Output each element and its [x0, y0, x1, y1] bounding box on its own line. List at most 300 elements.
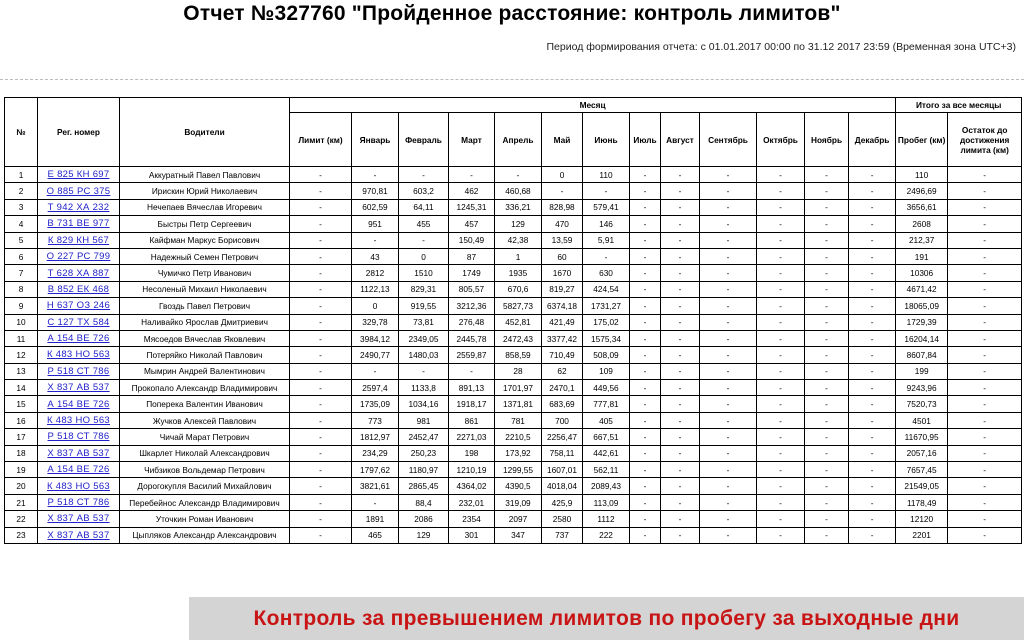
plate-link[interactable]: О 227 РС 799 — [38, 248, 120, 264]
month-value: - — [700, 199, 757, 215]
month-value: - — [700, 462, 757, 478]
driver-name: Перебейнос Александр Владимирович — [120, 494, 290, 510]
month-value: 2097 — [495, 511, 542, 527]
month-value: 1 — [495, 248, 542, 264]
driver-name: Надежный Семен Петрович — [120, 248, 290, 264]
month-value: 579,41 — [583, 199, 630, 215]
total-mileage: 9243,96 — [896, 380, 948, 396]
month-value: - — [757, 330, 805, 346]
month-value: - — [630, 396, 661, 412]
limit-value: - — [290, 298, 352, 314]
header-month: Октябрь — [757, 113, 805, 167]
month-value: 452,81 — [495, 314, 542, 330]
month-value: - — [805, 265, 849, 281]
month-value: - — [661, 216, 700, 232]
row-number: 10 — [5, 314, 38, 330]
month-value: - — [700, 167, 757, 183]
driver-name: Шкарлет Николай Александрович — [120, 445, 290, 461]
header-month: Август — [661, 113, 700, 167]
plate-link[interactable]: О 885 РС 375 — [38, 183, 120, 199]
total-mileage: 1178,49 — [896, 494, 948, 510]
total-mileage: 3656,61 — [896, 199, 948, 215]
row-number: 4 — [5, 216, 38, 232]
month-value: - — [849, 232, 896, 248]
month-value: 630 — [583, 265, 630, 281]
month-value: - — [849, 478, 896, 494]
month-value: - — [757, 429, 805, 445]
month-value: 667,51 — [583, 429, 630, 445]
limit-value: - — [290, 380, 352, 396]
month-value: - — [805, 248, 849, 264]
month-value: - — [700, 511, 757, 527]
month-value: - — [661, 347, 700, 363]
month-value: - — [700, 248, 757, 264]
month-value: - — [630, 380, 661, 396]
remaining-value: - — [948, 314, 1022, 330]
month-value: - — [661, 298, 700, 314]
month-value: - — [630, 330, 661, 346]
month-value: - — [661, 265, 700, 281]
month-value: - — [630, 511, 661, 527]
month-value: - — [849, 199, 896, 215]
month-value: 329,78 — [352, 314, 399, 330]
remaining-value: - — [948, 511, 1022, 527]
month-value: - — [700, 216, 757, 232]
month-value: - — [630, 478, 661, 494]
limit-value: - — [290, 265, 352, 281]
table-row — [5, 199, 1022, 215]
limit-value: - — [290, 396, 352, 412]
month-value: - — [630, 232, 661, 248]
month-value: - — [849, 265, 896, 281]
month-value: 0 — [399, 248, 449, 264]
month-value: 758,11 — [542, 445, 583, 461]
month-value: - — [805, 281, 849, 297]
limit-value: - — [290, 216, 352, 232]
month-value: - — [630, 281, 661, 297]
month-value: 1371,81 — [495, 396, 542, 412]
month-value: 2086 — [399, 511, 449, 527]
remaining-value: - — [948, 232, 1022, 248]
row-number: 6 — [5, 248, 38, 264]
month-value: 5,91 — [583, 232, 630, 248]
month-value: - — [661, 429, 700, 445]
month-value: 470 — [542, 216, 583, 232]
plate-link[interactable]: Е 825 КН 697 — [38, 167, 120, 183]
table-row — [5, 330, 1022, 346]
month-value: 805,57 — [449, 281, 495, 297]
month-value: - — [757, 462, 805, 478]
driver-name: Поперека Валентин Иванович — [120, 396, 290, 412]
month-value: - — [805, 167, 849, 183]
month-value: - — [805, 412, 849, 428]
row-number: 20 — [5, 478, 38, 494]
month-value: 602,59 — [352, 199, 399, 215]
month-value: 421,49 — [542, 314, 583, 330]
month-value: 42,38 — [495, 232, 542, 248]
total-mileage: 191 — [896, 248, 948, 264]
header-mileage: Пробег (км) — [896, 113, 948, 167]
month-value: 2470,1 — [542, 380, 583, 396]
month-value: - — [849, 363, 896, 379]
plate-link[interactable]: Р 518 СТ 786 — [38, 494, 120, 510]
month-value: 425,9 — [542, 494, 583, 510]
month-value: - — [700, 330, 757, 346]
month-value: - — [757, 183, 805, 199]
row-number: 12 — [5, 347, 38, 363]
remaining-value: - — [948, 281, 1022, 297]
limit-value: - — [290, 347, 352, 363]
month-value: 1891 — [352, 511, 399, 527]
remaining-value: - — [948, 347, 1022, 363]
driver-name: Наливайко Ярослав Дмитриевич — [120, 314, 290, 330]
month-value: - — [700, 412, 757, 428]
month-value: 442,61 — [583, 445, 630, 461]
month-value: 2089,43 — [583, 478, 630, 494]
month-value: - — [757, 494, 805, 510]
remaining-value: - — [948, 412, 1022, 428]
limit-value: - — [290, 248, 352, 264]
month-value: 1918,17 — [449, 396, 495, 412]
row-number: 17 — [5, 429, 38, 445]
total-mileage: 21549,05 — [896, 478, 948, 494]
header-month: Декабрь — [849, 113, 896, 167]
month-value: 861 — [449, 412, 495, 428]
month-value: 110 — [583, 167, 630, 183]
total-mileage: 2608 — [896, 216, 948, 232]
report-title: Отчет №327760 "Пройденное расстояние: контроль лимитов" — [183, 2, 841, 25]
month-value: 1670 — [542, 265, 583, 281]
month-value: - — [661, 462, 700, 478]
header-month: Февраль — [399, 113, 449, 167]
month-value: - — [352, 232, 399, 248]
plate-link[interactable]: Х 837 АВ 537 — [38, 527, 120, 543]
month-value: - — [630, 527, 661, 543]
plate-link[interactable]: А 154 ВЕ 726 — [38, 396, 120, 412]
month-value: 457 — [449, 216, 495, 232]
month-value: - — [757, 167, 805, 183]
month-value: 1701,97 — [495, 380, 542, 396]
month-value: - — [583, 248, 630, 264]
limit-value: - — [290, 281, 352, 297]
row-number: 3 — [5, 199, 38, 215]
remaining-value: - — [948, 248, 1022, 264]
month-value: 4018,04 — [542, 478, 583, 494]
month-value: - — [757, 298, 805, 314]
remaining-value: - — [948, 363, 1022, 379]
month-value: 449,56 — [583, 380, 630, 396]
month-value: - — [630, 314, 661, 330]
plate-link[interactable]: С 127 ТХ 584 — [38, 314, 120, 330]
month-value: - — [805, 527, 849, 543]
driver-name: Чумичко Петр Иванович — [120, 265, 290, 281]
month-value: - — [661, 511, 700, 527]
row-number: 22 — [5, 511, 38, 527]
row-number: 2 — [5, 183, 38, 199]
month-value: 951 — [352, 216, 399, 232]
month-value: - — [630, 199, 661, 215]
header-month: Июнь — [583, 113, 630, 167]
month-value: - — [849, 511, 896, 527]
month-value: 670,6 — [495, 281, 542, 297]
driver-name: Чибзиков Вольдемар Петрович — [120, 462, 290, 478]
month-value: 1034,16 — [399, 396, 449, 412]
header-month: Июль — [630, 113, 661, 167]
month-value: - — [661, 248, 700, 264]
total-mileage: 1729,39 — [896, 314, 948, 330]
plate-link[interactable]: Т 942 ХА 232 — [38, 199, 120, 215]
month-value: 4364,02 — [449, 478, 495, 494]
plate-link[interactable]: К 829 КН 567 — [38, 232, 120, 248]
month-value: - — [399, 232, 449, 248]
remaining-value: - — [948, 330, 1022, 346]
month-value: - — [700, 314, 757, 330]
promo-banner: Контроль за превышением лимитов по пробегу за выходные дни — [189, 597, 1024, 640]
month-value: - — [399, 363, 449, 379]
limit-value: - — [290, 199, 352, 215]
header-month: Апрель — [495, 113, 542, 167]
driver-name: Жучков Алексей Павлович — [120, 412, 290, 428]
table-row — [5, 363, 1022, 379]
month-value: - — [849, 248, 896, 264]
limit-value: - — [290, 232, 352, 248]
plate-link[interactable]: В 852 ЕК 468 — [38, 281, 120, 297]
row-number: 7 — [5, 265, 38, 281]
plate-link[interactable]: Х 837 АВ 537 — [38, 511, 120, 527]
table-row — [5, 281, 1022, 297]
month-value: - — [449, 167, 495, 183]
month-value: - — [661, 281, 700, 297]
month-value: 0 — [352, 298, 399, 314]
header-month: Март — [449, 113, 495, 167]
month-value: - — [630, 183, 661, 199]
month-value: 460,68 — [495, 183, 542, 199]
month-value: 710,49 — [542, 347, 583, 363]
plate-link[interactable]: Х 837 АВ 537 — [38, 380, 120, 396]
total-mileage: 4671,42 — [896, 281, 948, 297]
table-row — [5, 396, 1022, 412]
header-group-total: Итого за все месяцы — [896, 98, 1022, 113]
month-value: - — [849, 412, 896, 428]
limit-value: - — [290, 445, 352, 461]
row-number: 21 — [5, 494, 38, 510]
month-value: 301 — [449, 527, 495, 543]
plate-link[interactable]: К 483 НО 563 — [38, 347, 120, 363]
month-value: - — [805, 330, 849, 346]
month-value: - — [849, 494, 896, 510]
plate-link[interactable]: Р 518 СТ 786 — [38, 363, 120, 379]
driver-name: Прокопало Александр Владимирович — [120, 380, 290, 396]
month-value: 1245,31 — [449, 199, 495, 215]
month-value: 73,81 — [399, 314, 449, 330]
header-group-month: Месяц — [290, 98, 896, 113]
limit-value: - — [290, 363, 352, 379]
driver-name: Кайфман Маркус Борисович — [120, 232, 290, 248]
month-value: - — [849, 183, 896, 199]
month-value: - — [700, 494, 757, 510]
month-value: 829,31 — [399, 281, 449, 297]
month-value: - — [805, 216, 849, 232]
plate-link[interactable]: А 154 ВЕ 726 — [38, 330, 120, 346]
month-value: 60 — [542, 248, 583, 264]
header-month: Ноябрь — [805, 113, 849, 167]
month-value: 1122,13 — [352, 281, 399, 297]
table-row — [5, 167, 1022, 183]
month-value: 276,48 — [449, 314, 495, 330]
month-value: - — [757, 396, 805, 412]
limit-value: - — [290, 412, 352, 428]
month-value: 1480,03 — [399, 347, 449, 363]
plate-link[interactable]: В 731 ВЕ 977 — [38, 216, 120, 232]
month-value: - — [805, 396, 849, 412]
month-value: 2349,05 — [399, 330, 449, 346]
month-value: - — [700, 445, 757, 461]
month-value: - — [757, 232, 805, 248]
month-value: - — [700, 183, 757, 199]
month-value: 1299,55 — [495, 462, 542, 478]
month-value: 1735,09 — [352, 396, 399, 412]
month-value: - — [849, 347, 896, 363]
driver-name: Дорогокупля Василий Михайлович — [120, 478, 290, 494]
remaining-value: - — [948, 199, 1022, 215]
month-value: 2210,5 — [495, 429, 542, 445]
month-value: - — [849, 330, 896, 346]
month-value: - — [805, 298, 849, 314]
month-value: - — [849, 462, 896, 478]
month-value: - — [630, 347, 661, 363]
limit-value: - — [290, 330, 352, 346]
month-value: 28 — [495, 363, 542, 379]
row-number: 11 — [5, 330, 38, 346]
month-value: 465 — [352, 527, 399, 543]
table-row — [5, 527, 1022, 543]
remaining-value: - — [948, 494, 1022, 510]
month-value: 88,4 — [399, 494, 449, 510]
month-value: - — [757, 216, 805, 232]
month-value: 970,81 — [352, 183, 399, 199]
month-value: - — [805, 232, 849, 248]
report-body — [5, 167, 1022, 544]
total-mileage: 12120 — [896, 511, 948, 527]
month-value: 1575,34 — [583, 330, 630, 346]
month-value: - — [700, 265, 757, 281]
plate-link[interactable]: К 483 НО 563 — [38, 478, 120, 494]
limit-value: - — [290, 167, 352, 183]
table-row — [5, 298, 1022, 314]
row-number: 9 — [5, 298, 38, 314]
month-value: 129 — [495, 216, 542, 232]
month-value: - — [630, 167, 661, 183]
month-value: - — [849, 281, 896, 297]
month-value: 64,11 — [399, 199, 449, 215]
month-value: - — [661, 330, 700, 346]
month-value: 2490,77 — [352, 347, 399, 363]
month-value: 222 — [583, 527, 630, 543]
limit-value: - — [290, 183, 352, 199]
month-value: 2865,45 — [399, 478, 449, 494]
month-value: 777,81 — [583, 396, 630, 412]
month-value: 1180,97 — [399, 462, 449, 478]
month-value: - — [757, 314, 805, 330]
month-value: 1749 — [449, 265, 495, 281]
month-value: 234,29 — [352, 445, 399, 461]
month-value: - — [352, 167, 399, 183]
month-value: - — [805, 429, 849, 445]
plate-link[interactable]: Х 837 АВ 537 — [38, 445, 120, 461]
limit-value: - — [290, 429, 352, 445]
month-value: 113,09 — [583, 494, 630, 510]
month-value: 1935 — [495, 265, 542, 281]
plate-link[interactable]: К 483 НО 563 — [38, 412, 120, 428]
month-value: - — [757, 265, 805, 281]
month-value: - — [805, 445, 849, 461]
driver-name: Нечепаев Вячеслав Игоревич — [120, 199, 290, 215]
month-value: - — [805, 314, 849, 330]
month-value: - — [542, 183, 583, 199]
remaining-value: - — [948, 298, 1022, 314]
month-value: 919,55 — [399, 298, 449, 314]
driver-name: Цыпляков Александр Александрович — [120, 527, 290, 543]
month-value: 232,01 — [449, 494, 495, 510]
header-month: Май — [542, 113, 583, 167]
month-value: - — [661, 412, 700, 428]
month-value: - — [630, 298, 661, 314]
month-value: - — [661, 199, 700, 215]
table-row — [5, 478, 1022, 494]
remaining-value: - — [948, 478, 1022, 494]
month-value: 146 — [583, 216, 630, 232]
limit-value: - — [290, 478, 352, 494]
plate-link[interactable]: А 154 ВЕ 726 — [38, 462, 120, 478]
month-value: - — [661, 494, 700, 510]
month-value: - — [757, 248, 805, 264]
month-value: 508,09 — [583, 347, 630, 363]
month-value: - — [700, 281, 757, 297]
plate-link[interactable]: Р 518 СТ 786 — [38, 429, 120, 445]
plate-link[interactable]: Т 628 ХА 887 — [38, 265, 120, 281]
month-value: 13,59 — [542, 232, 583, 248]
month-value: - — [661, 232, 700, 248]
month-value: - — [805, 478, 849, 494]
plate-link[interactable]: Н 637 ОЗ 246 — [38, 298, 120, 314]
month-value: 700 — [542, 412, 583, 428]
month-value: 0 — [542, 167, 583, 183]
month-value: 1797,62 — [352, 462, 399, 478]
month-value: 62 — [542, 363, 583, 379]
month-value: 2354 — [449, 511, 495, 527]
driver-name: Быстры Петр Сергеевич — [120, 216, 290, 232]
month-value: 347 — [495, 527, 542, 543]
month-value: 1812,97 — [352, 429, 399, 445]
header-limit: Лимит (км) — [290, 113, 352, 167]
table-row — [5, 429, 1022, 445]
month-value: 773 — [352, 412, 399, 428]
month-value: - — [700, 527, 757, 543]
month-value: - — [661, 167, 700, 183]
row-number: 19 — [5, 462, 38, 478]
month-value: 250,23 — [399, 445, 449, 461]
month-value: 3377,42 — [542, 330, 583, 346]
table-row — [5, 445, 1022, 461]
month-value: 2256,47 — [542, 429, 583, 445]
header-number: № — [5, 98, 38, 167]
month-value: 175,02 — [583, 314, 630, 330]
header-plate: Рег. номер — [38, 98, 120, 167]
month-value: 2597,4 — [352, 380, 399, 396]
month-value: 737 — [542, 527, 583, 543]
month-value: - — [700, 232, 757, 248]
header-month: Январь — [352, 113, 399, 167]
